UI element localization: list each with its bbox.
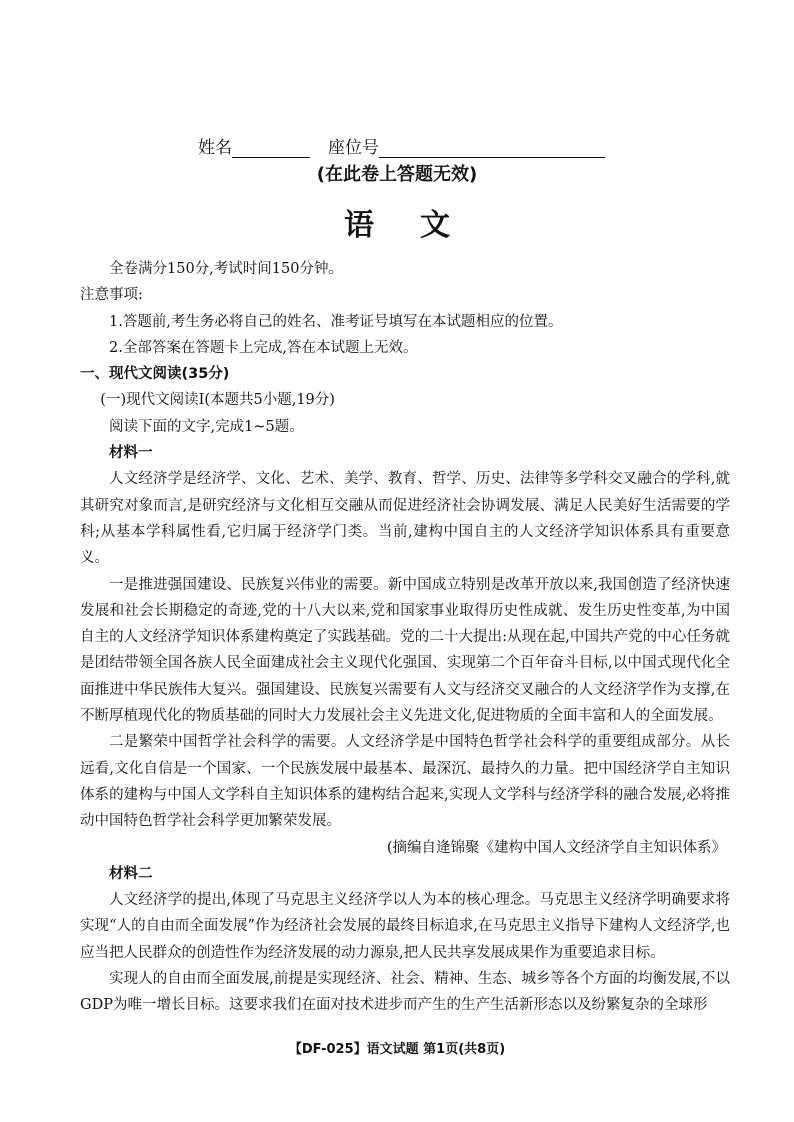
note-item: 1.答题前,考生务必将自己的姓名、准考证号填写在本试题相应的位置。 <box>109 313 563 330</box>
source-citation: (摘编自逄锦聚《建构中国人文经济学自主知识体系》 <box>386 839 726 856</box>
score-time: 全卷满分150分,考试时间150分钟。 <box>109 261 343 277</box>
name-label: 姓名 <box>198 138 232 158</box>
invalid-notice: (在此卷上答题无效) <box>316 164 478 185</box>
note-item: 2.全部答案在答题卡上完成,答在本试题上无效。 <box>109 339 418 356</box>
paragraph: 实现人的自由而全面发展,前提是实现经济、社会、精神、生态、城乡等各个方面的均衡发展,不以GDP为唯一增长目标。这要求我们在面对技术进步而产生的生产生活新形态以及纷繁复杂的全球形 <box>80 971 730 1014</box>
student-info-row <box>198 128 618 158</box>
subject-title: 语文 <box>344 208 496 243</box>
exam-body <box>80 256 730 1019</box>
paragraph: 人文经济学的提出,体现了马克思主义经济学以人为本的核心理念。马克思主义经济学明确要求将实现“人的自由而全面发展”作为经济社会发展的最终目标追求,在马克思主义指导下建构人文经济学,也应当把人民群众的创造性作为经济发展的动力源泉,把人民共享发展成果作为重要追求目标。 <box>80 892 730 961</box>
part-title: (一)现代文阅读Ⅰ(本题共5小题,19分) <box>100 392 335 409</box>
material-label: 材料二 <box>109 865 153 882</box>
section-title: 一、现代文阅读(35分) <box>80 366 230 383</box>
page-footer: 【DF-025】语文试题 第1页(共8页) <box>288 1042 506 1057</box>
instruction: 阅读下面的文字,完成1~5题。 <box>109 418 304 435</box>
seat-blank <box>379 137 605 158</box>
paragraph: 人文经济学是经济学、文化、艺术、美学、教育、哲学、历史、法律等多学科交叉融合的学科,就其研究对象而言,是研究经济与文化相互交融从而促进经济社会协调发展、满足人民美好生活需要的学科;从基本学科属性看,它归属于经济学门类。当前,建构中国自主的人文经济学知识体系具有重要意义。 <box>80 471 730 567</box>
name-blank <box>232 137 310 158</box>
material-label: 材料一 <box>109 445 153 462</box>
paragraph: 一是推进强国建设、民族复兴伟业的需要。新中国成立特别是改革开放以来,我国创造了经济快速发展和社会长期稳定的奇迹,党的十八大以来,党和国家事业取得历史性成就、发生历史性变革,为中国自主的人文经济学知识体系建构奠定了实践基础。党的二十大提出:从现在起,中国共产党的中心任务就是团结带领全国各族人民全面建成社会主义现代化强国、实现第二个百年奋斗目标,以中国式现代化全面推进中华民族伟大复兴。强国建设、民族复兴需要有人文与经济交叉融合的人文经济学作为支撑,在不断厚植现代化的物质基础的同时大力发展社会主义先进文化,促进物质的全面丰富和人的全面发展。 <box>80 576 730 725</box>
notes-title: 注意事项: <box>80 287 143 304</box>
seat-label: 座位号 <box>328 138 379 158</box>
paragraph: 二是繁荣中国哲学社会科学的需要。人文经济学是中国特色哲学社会科学的重要组成部分。从长远看,文化自信是一个国家、一个民族发展中最基本、最深沉、最持久的力量。把中国经济学自主知识体系的建构与中国人文学科自主知识体系的建构结合起来,实现人文学科与经济学科的融合发展,必将推动中国特色哲学社会科学更加繁荣发展。 <box>80 734 730 830</box>
